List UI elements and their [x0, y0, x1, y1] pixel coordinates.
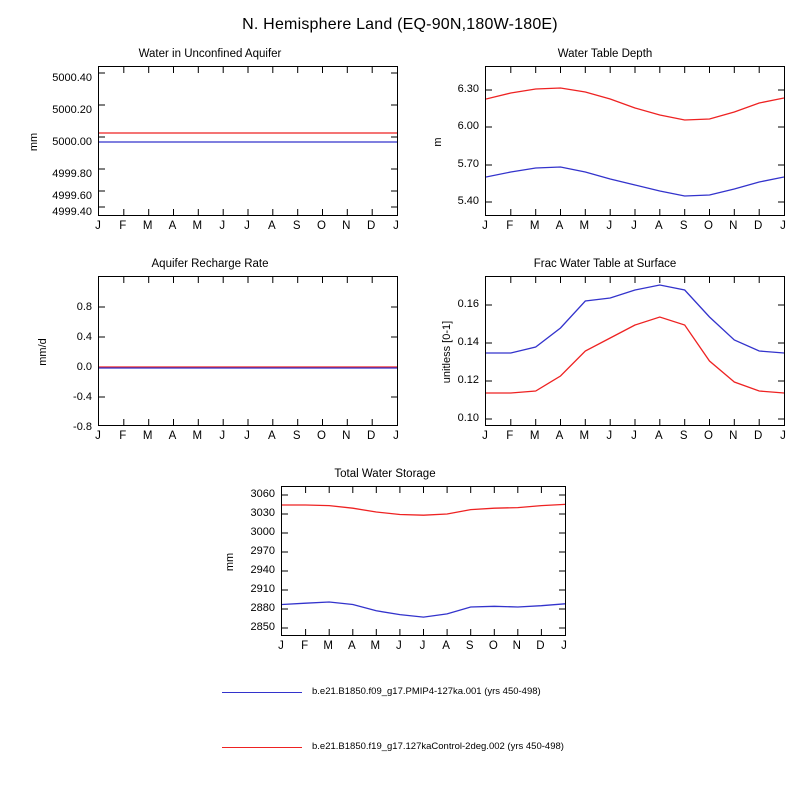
y-tick-label: 5.70 — [457, 158, 479, 170]
x-tick-label: N — [512, 640, 521, 652]
x-tick-label: J — [606, 430, 613, 442]
y-tick-label: 2880 — [250, 602, 275, 614]
x-tick-label: M — [142, 220, 153, 232]
y-tick-label: 0.0 — [76, 361, 92, 373]
y-tick-label: 5.40 — [457, 195, 479, 207]
y-tick-label: 5000.40 — [52, 72, 92, 84]
panel-title: Frac Water Table at Surface — [533, 258, 677, 270]
y-tick-label: 0.16 — [457, 298, 479, 310]
x-tick-label: J — [393, 430, 399, 442]
x-tick-label: S — [679, 430, 688, 442]
x-tick-label: A — [442, 640, 450, 652]
y-tick-label: 4999.60 — [52, 190, 92, 202]
x-tick-label: J — [419, 640, 426, 652]
x-tick-label: J — [244, 430, 250, 442]
legend-item-series2 — [222, 741, 642, 755]
x-tick-label: M — [323, 640, 333, 652]
x-tick-label: F — [506, 220, 514, 232]
y-tick-label: 5000.00 — [52, 136, 92, 148]
series-line-red — [282, 504, 565, 515]
x-tick-label: M — [529, 430, 540, 442]
x-tick-label: J — [482, 430, 488, 442]
x-tick-label: A — [555, 220, 564, 232]
plot-area — [98, 276, 398, 426]
x-tick-label: A — [555, 430, 564, 442]
x-tick-label: J — [561, 640, 567, 652]
x-tick-label: A — [654, 220, 663, 232]
y-tick-label: 3000 — [250, 526, 275, 538]
plot-area — [98, 66, 398, 216]
series-line-blue — [486, 167, 784, 196]
x-tick-label: O — [317, 430, 326, 442]
x-tick-label: A — [267, 220, 276, 232]
y-tick-label: 0.12 — [457, 374, 479, 386]
x-tick-label: F — [301, 640, 309, 652]
panel-title: Water Table Depth — [557, 48, 653, 60]
x-tick-label: S — [679, 220, 688, 232]
x-tick-label: D — [367, 220, 376, 232]
legend-line-red — [222, 747, 302, 748]
y-tick-label: 2910 — [250, 583, 275, 595]
x-tick-label: O — [488, 640, 498, 652]
y-axis-label: mm — [224, 552, 236, 572]
y-tick-label: 0.8 — [76, 301, 92, 313]
x-tick-label: J — [244, 220, 250, 232]
x-axis-ticks — [511, 277, 759, 425]
x-tick-label: N — [342, 430, 351, 442]
x-tick-label: M — [579, 430, 590, 442]
plot-canvas — [99, 277, 397, 425]
x-axis-ticks — [306, 487, 542, 635]
x-tick-label: O — [317, 220, 326, 232]
y-tick-label: 3030 — [250, 507, 275, 519]
series-line-red — [486, 317, 784, 393]
y-axis-label: m — [432, 137, 444, 147]
x-tick-label: A — [654, 430, 663, 442]
y-tick-label: 0.4 — [76, 331, 92, 343]
plot-canvas — [486, 277, 784, 425]
x-tick-label: M — [142, 430, 153, 442]
y-axis-label: unitless [0-1] — [441, 320, 453, 384]
panel-frac-water-table-at-surface — [420, 258, 790, 453]
panel-water-in-unconfined-aquifer — [20, 48, 400, 243]
y-tick-label: 5000.20 — [52, 104, 92, 116]
x-tick-label: N — [729, 430, 738, 442]
x-tick-label: A — [347, 640, 356, 652]
x-axis-ticks — [511, 67, 759, 215]
x-tick-label: J — [780, 220, 786, 232]
x-tick-label: J — [631, 220, 637, 232]
x-tick-label: J — [95, 430, 101, 442]
x-tick-label: F — [506, 430, 514, 442]
y-tick-label: 3060 — [250, 488, 275, 500]
page-title: N. Hemisphere Land (EQ-90N,180W-180E) — [242, 16, 558, 33]
legend-line-blue — [222, 692, 302, 693]
panel-total-water-storage — [205, 468, 585, 663]
plot-canvas — [486, 67, 784, 215]
y-tick-label: 2850 — [250, 621, 275, 633]
x-tick-label: J — [219, 430, 226, 442]
x-tick-label: S — [292, 430, 301, 442]
panel-water-table-depth — [420, 48, 790, 243]
x-tick-label: O — [704, 220, 713, 232]
y-tick-label: 4999.40 — [52, 206, 92, 218]
x-tick-label: D — [367, 430, 376, 442]
plot-canvas — [282, 487, 565, 635]
x-tick-label: J — [606, 220, 613, 232]
y-axis-ticks — [99, 73, 397, 207]
x-tick-label: J — [396, 640, 402, 652]
y-tick-label: 6.00 — [457, 120, 479, 132]
y-axis-label: mm — [28, 132, 40, 152]
x-tick-label: S — [292, 220, 301, 232]
x-tick-label: N — [729, 220, 738, 232]
y-tick-label: 6.30 — [457, 83, 479, 95]
x-tick-label: A — [168, 430, 177, 442]
x-axis-ticks — [124, 277, 372, 425]
x-tick-label: J — [393, 220, 399, 232]
x-tick-label: J — [482, 220, 488, 232]
plot-area — [485, 276, 785, 426]
x-tick-label: A — [168, 220, 177, 232]
x-tick-label: F — [119, 430, 127, 442]
x-tick-label: F — [119, 220, 127, 232]
series-line-red — [486, 88, 784, 120]
y-tick-label: 2940 — [250, 564, 275, 576]
panel-aquifer-recharge-rate — [20, 258, 400, 453]
plot-canvas — [99, 67, 397, 215]
y-axis-ticks — [99, 307, 397, 425]
y-tick-label: 2970 — [250, 545, 275, 557]
y-tick-label: 4999.80 — [52, 168, 92, 180]
plot-area — [281, 486, 566, 636]
x-tick-label: M — [529, 220, 540, 232]
x-tick-label: J — [278, 640, 284, 652]
x-tick-label: O — [704, 430, 713, 442]
x-tick-label: A — [267, 430, 276, 442]
x-tick-label: M — [192, 220, 203, 232]
y-tick-label: -0.4 — [73, 391, 92, 403]
legend-label: b.e21.B1850.f09_g17.PMIP4-127ka.001 (yrs 450-498) — [312, 686, 541, 697]
x-tick-label: N — [342, 220, 351, 232]
x-tick-label: M — [579, 220, 590, 232]
x-tick-label: D — [754, 430, 763, 442]
x-axis-ticks — [124, 67, 372, 215]
series-line-blue — [282, 602, 565, 617]
legend-item-series1 — [222, 686, 642, 700]
x-tick-label: J — [95, 220, 101, 232]
x-tick-label: J — [219, 220, 226, 232]
panel-title: Water in Unconfined Aquifer — [138, 48, 282, 60]
y-axis-ticks — [486, 305, 784, 419]
panel-title: Total Water Storage — [334, 468, 436, 480]
y-axis-label: mm/d — [37, 338, 49, 366]
x-tick-label: J — [780, 430, 786, 442]
x-tick-label: D — [754, 220, 763, 232]
x-tick-label: M — [192, 430, 203, 442]
x-tick-label: M — [370, 640, 381, 652]
series-line-blue — [486, 285, 784, 353]
x-tick-label: J — [631, 430, 637, 442]
y-tick-label: 0.10 — [457, 412, 479, 424]
x-tick-label: S — [465, 640, 474, 652]
x-tick-label: D — [536, 640, 545, 652]
panel-title: Aquifer Recharge Rate — [151, 258, 269, 270]
y-tick-label: -0.8 — [73, 421, 92, 433]
plot-area — [485, 66, 785, 216]
legend-label: b.e21.B1850.f19_g17.127kaControl-2deg.002 (yrs 450-498) — [312, 741, 564, 752]
y-tick-label: 0.14 — [457, 336, 479, 348]
